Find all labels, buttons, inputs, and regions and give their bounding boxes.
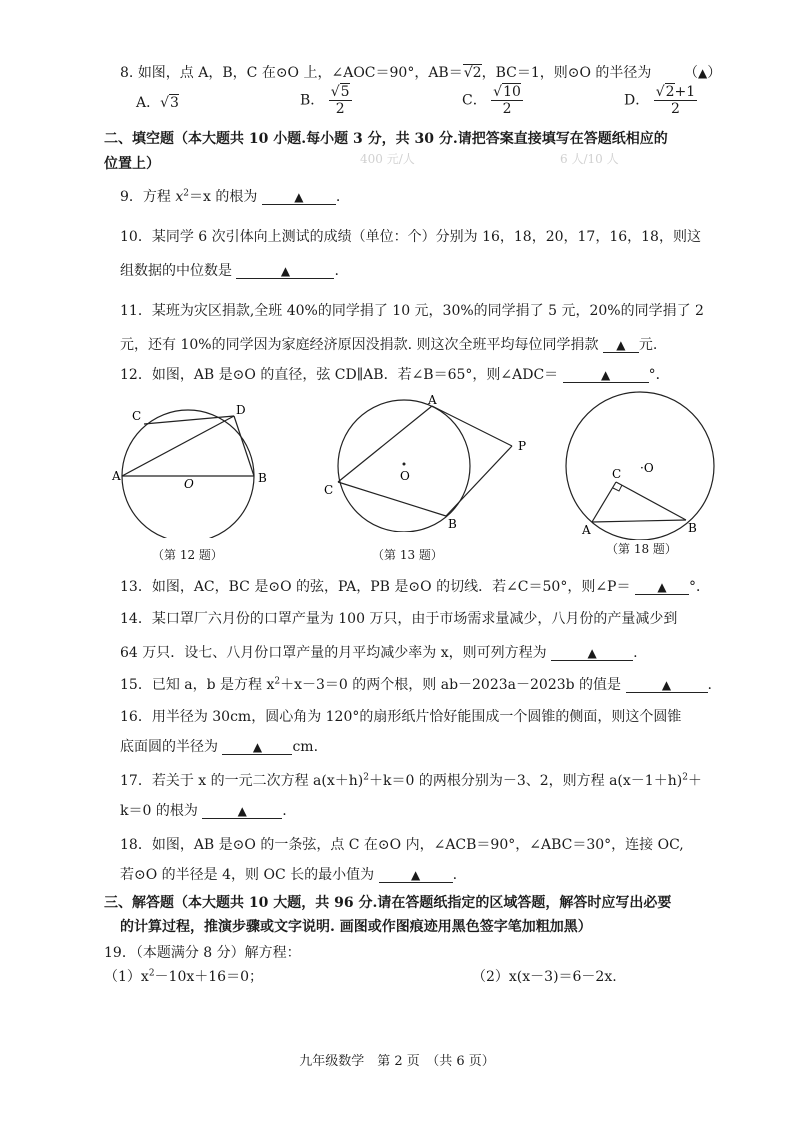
- question-15: 15．已知 a，b 是方程 $x^2+x-3=0$ 的两个根，则 ab－2023a－2023b 的值是 ▲ .: [120, 674, 712, 696]
- option-a: A．√3: [136, 95, 179, 111]
- chord-ca: [338, 406, 432, 482]
- question-12: 12．如图，AB 是⊙O 的直径，弦 CD∥AB．若∠B＝65°，则∠ADC＝ ▲ °．: [120, 364, 670, 386]
- label-o: ·O: [640, 461, 654, 475]
- question-19-part-1: $(1)x^2-10x+16=0$；: [104, 968, 263, 985]
- question-10-cont: 组数据的中位数是 ▲ .: [120, 260, 339, 282]
- segment-db: [234, 416, 254, 476]
- question-9: 9．方程 $x^2=x$ 的根为 ▲ .: [120, 186, 340, 208]
- label-o: O: [400, 469, 410, 483]
- chord-cb: [338, 482, 446, 516]
- question-17-cont: k＝0 的根为 ▲ .: [120, 800, 287, 822]
- label-a: A: [582, 523, 591, 537]
- label-b: B: [258, 471, 267, 485]
- question-16: 16．用半径为 30cm，圆心角为 120°的扇形纸片恰好能围成一个圆锥的侧面，则这个圆锥: [120, 709, 682, 725]
- answer-slot-8[interactable]: （▲）: [684, 65, 722, 81]
- label-c: C: [612, 467, 622, 481]
- question-18-cont: 若⊙O 的半径是 4，则 OC 长的最小值为 ▲ .: [120, 864, 457, 886]
- question-11-cont: 元，还有 10%的同学因为家庭经济原因没捐款. 则这次全班平均每位同学捐款 ▲ 元.: [120, 334, 657, 356]
- center-dot: [403, 463, 406, 466]
- answer-blank-13[interactable]: ▲: [635, 576, 689, 595]
- tangent-pa: [432, 406, 512, 446]
- question-19-part-2: （2）x(x－3)＝6－2x.: [472, 969, 617, 985]
- figure-12: [104, 398, 284, 538]
- answer-blank-12[interactable]: ▲: [563, 364, 649, 383]
- label-b: B: [688, 521, 697, 535]
- answer-blank-9[interactable]: ▲: [262, 186, 336, 205]
- answer-blank-16[interactable]: ▲: [222, 736, 292, 755]
- figure-13: [316, 392, 546, 532]
- label-d: D: [236, 403, 246, 417]
- label-p: P: [518, 439, 527, 453]
- segment-ac: [592, 482, 616, 522]
- question-13: 13．如图，AC，BC 是⊙O 的弦，PA，PB 是⊙O 的切线．若∠C＝50°，则∠P＝ ▲ °．: [120, 576, 710, 598]
- question-17: 17．若关于 x 的一元二次方程 $a(x+h)^2+k=0$ 的两根分别为－3、2，则方程 $a(x-1+h)^2+$: [120, 772, 702, 789]
- caption-fig-13: （第 13 题）: [372, 548, 443, 562]
- option-d: D． $\frac{√2+1}{2}$: [624, 84, 696, 117]
- section-3-heading-cont: 的计算过程，推演步骤或文字说明. 画图或作图痕迹用黑色签字笔加粗加黑）: [120, 919, 592, 935]
- bleed-through-text: 400 元/人: [360, 152, 415, 166]
- caption-fig-12: （第 12 题）: [152, 548, 223, 562]
- answer-blank-18[interactable]: ▲: [379, 864, 453, 883]
- question-16-cont: 底面圆的半径为 ▲ cm.: [120, 736, 318, 758]
- option-b: B． $\frac{√5}{2}$: [300, 84, 350, 117]
- answer-blank-11[interactable]: ▲: [603, 334, 639, 353]
- question-11: 11．某班为灾区捐款,全班 40%的同学捐了 10 元，30%的同学捐了 5 元，20%的同学捐了 2: [120, 303, 704, 319]
- label-o: O: [184, 477, 194, 491]
- label-b: B: [448, 517, 457, 531]
- section-2-heading: 二、填空题（本大题共 10 小题.每小题 3 分，共 30 分.请把答案直接填写在答题纸相应的: [104, 131, 668, 147]
- label-a: A: [112, 469, 121, 483]
- segment-ad: [122, 416, 234, 476]
- question-14: 14．某口罩厂六月份的口罩产量为 100 万只，由于市场需求量减少，八月份的产量减少到: [120, 611, 678, 627]
- option-c: C． $\frac{√10}{2}$: [462, 84, 521, 117]
- answer-blank-17[interactable]: ▲: [202, 800, 282, 819]
- section-3-heading: 三、解答题（本大题共 10 大题，共 96 分.请在答题纸指定的区域答题，解答时应写出必要: [104, 895, 672, 911]
- question-18: 18．如图，AB 是⊙O 的一条弦，点 C 在⊙O 内，∠ACB＝90°，∠ABC＝30°，连接 OC,: [120, 837, 684, 853]
- segment-cb: [616, 482, 686, 520]
- question-19: 19．（本题满分 8 分）解方程：: [104, 945, 301, 961]
- chord-ab: [592, 520, 686, 522]
- question-14-cont: 64 万只．设七、八月份口罩产量的月平均减少率为 x，则可列方程为 ▲ .: [120, 642, 638, 664]
- circle-o: [122, 410, 254, 538]
- tangent-pb: [446, 446, 512, 516]
- bleed-through-text: 6 人/10 人: [560, 152, 619, 166]
- label-a: A: [428, 393, 437, 407]
- figure-18: [556, 390, 726, 540]
- section-2-heading-cont: 位置上）: [104, 156, 160, 172]
- label-c: C: [324, 483, 334, 497]
- answer-blank-10[interactable]: ▲: [236, 260, 334, 279]
- answer-blank-14[interactable]: ▲: [551, 642, 633, 661]
- question-10: 10．某同学 6 次引体向上测试的成绩（单位：个）分别为 16，18，20，17，16，18，则这: [120, 229, 701, 245]
- page-footer: 九年级数学 第 2 页 （共 6 页）: [299, 1054, 495, 1069]
- answer-blank-15[interactable]: ▲: [626, 674, 708, 693]
- question-8: 8. 如图，点 A，B，C 在⊙O 上，∠AOC＝90°，AB＝√2，BC＝1，则⊙O 的半径为: [120, 65, 652, 81]
- caption-fig-18: （第 18 题）: [606, 542, 677, 556]
- label-c: C: [132, 409, 142, 423]
